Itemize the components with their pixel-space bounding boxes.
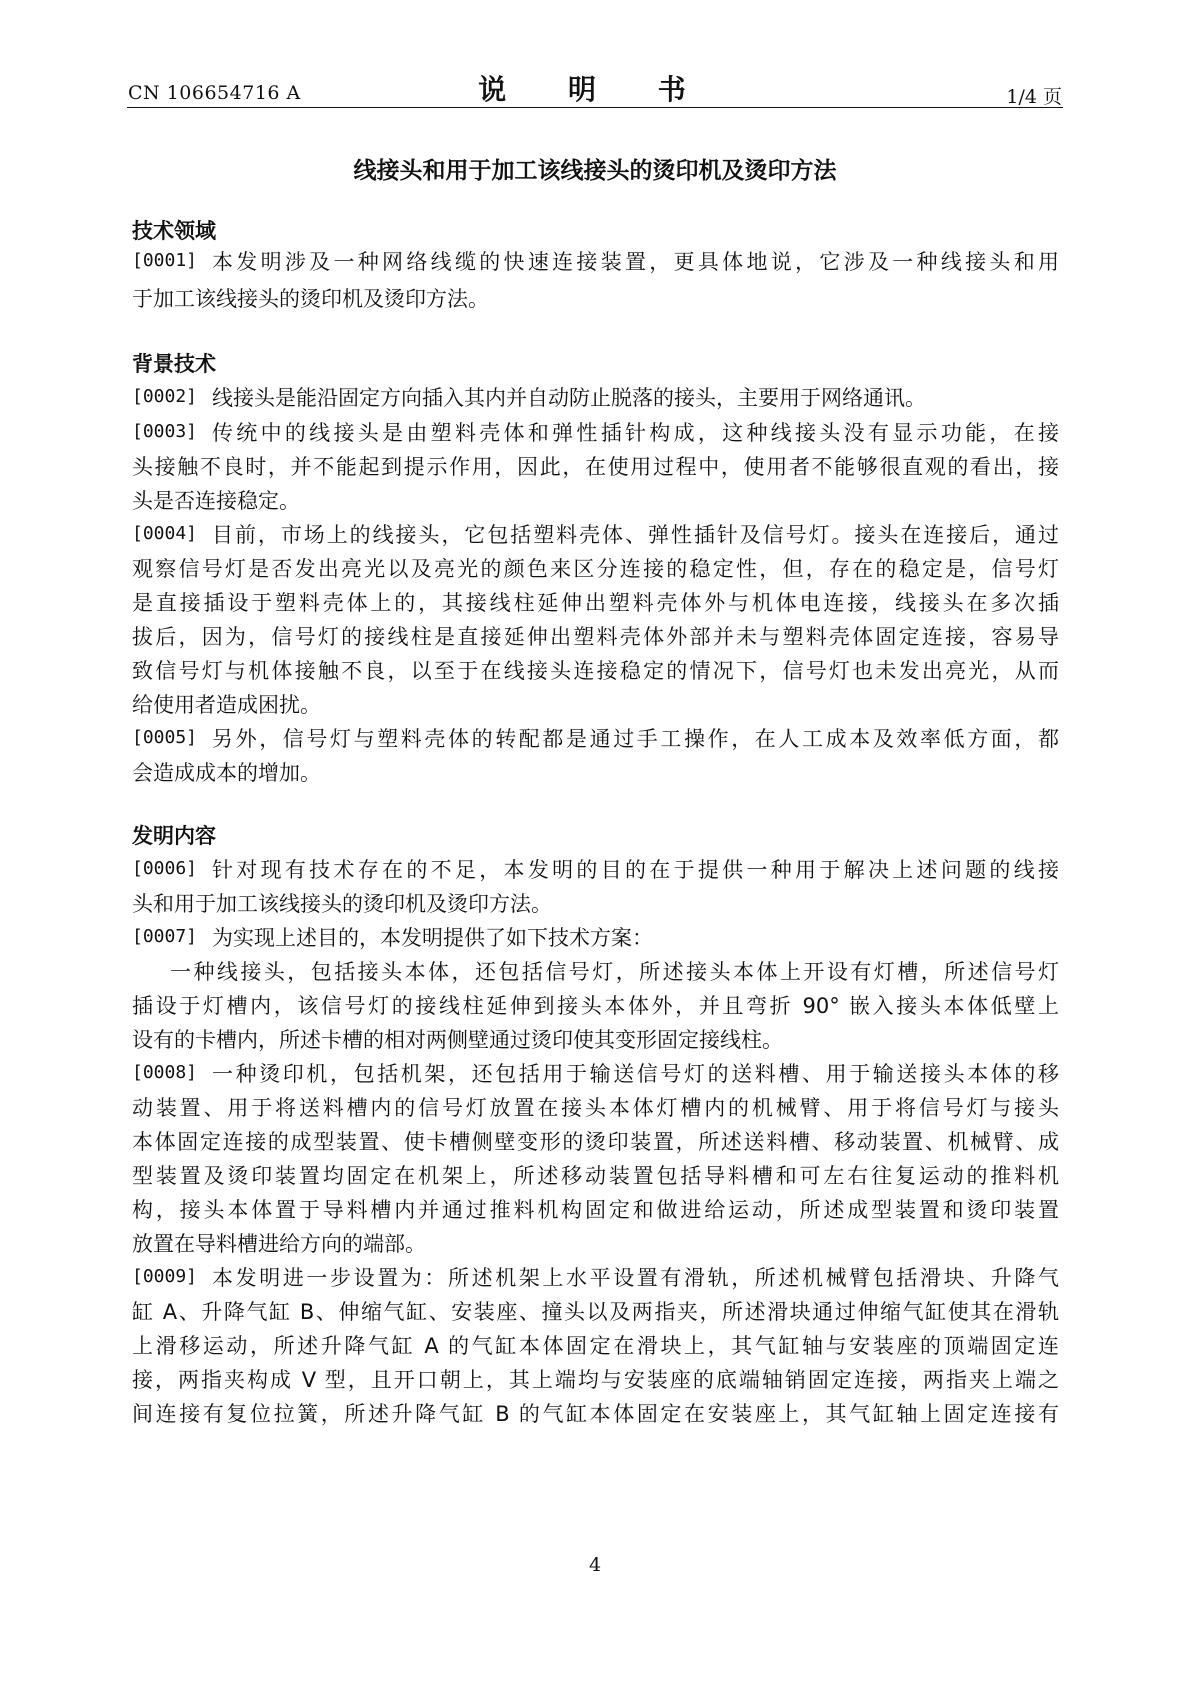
paragraph-number: [0003] [132,421,198,442]
document-number: CN 106654716 A [128,82,301,104]
paragraph-line: 拔后，因为，信号灯的接线柱是直接延伸出塑料壳体外部并未与塑料壳体固定连接，容易导 [132,625,1059,649]
paragraph-line: 动装置、用于将送料槽内的信号灯放置在接头本体灯槽内的机械臂、用于将信号灯与接头 [132,1096,1059,1120]
paragraph-line: 目前，市场上的线接头，它包括塑料壳体、弹性插针及信号灯。接头在连接后，通过 [212,523,1059,547]
paragraph-number: [0001] [132,250,198,271]
paragraph-line: 针对现有技术存在的不足，本发明的目的在于提供一种用于解决上述问题的线接 [212,858,1059,882]
paragraph-line: 接，两指夹构成 V 型，且开口朝上，其上端均与安装座的底端轴销固定连接，两指夹上端之 [132,1368,1059,1392]
paragraph-line: 放置在导料槽进给方向的端部。 [132,1232,426,1256]
paragraph-line: 构，接头本体置于导料槽内并通过推料机构固定和做进给运动，所述成型装置和烫印装置 [132,1198,1059,1222]
paragraph-line: 间连接有复位拉簧，所述升降气缸 B 的气缸本体固定在安装座上，其气缸轴上固定连接有 [132,1402,1059,1426]
paragraph-line: 插设于灯槽内，该信号灯的接线柱延伸到接头本体外，并且弯折 90° 嵌入接头本体低壁上 [132,994,1059,1018]
paragraph-number: [0004] [132,523,198,544]
paragraph-line: 本发明涉及一种网络线缆的快速连接装置，更具体地说，它涉及一种线接头和用 [212,250,1059,274]
paragraph-line: 给使用者造成困扰。 [132,693,321,717]
paragraph-line: 缸 A、升降气缸 B、伸缩气缸、安装座、撞头以及两指夹，所述滑块通过伸缩气缸使其在滑轨 [132,1300,1059,1324]
section-heading-summary: 发明内容 [132,824,216,848]
paragraph-line: 观察信号灯是否发出亮光以及亮光的颜色来区分连接的稳定性，但，存在的稳定是，信号灯 [132,557,1059,581]
paragraph-number: [0009] [132,1266,198,1287]
paragraph-line: 致信号灯与机体接触不良，以至于在线接头连接稳定的情况下，信号灯也未发出亮光，从而 [132,659,1059,683]
paragraph-line: 另外，信号灯与塑料壳体的转配都是通过手工操作，在人工成本及效率低方面，都 [212,727,1059,751]
paragraph-line: 头是否连接稳定。 [132,489,300,513]
paragraph-line: 设有的卡槽内，所述卡槽的相对两侧壁通过烫印使其变形固定接线柱。 [132,1028,783,1052]
document-title: 线接头和用于加工该线接头的烫印机及烫印方法 [353,158,837,184]
paragraph-line: 型装置及烫印装置均固定在机架上，所述移动装置包括导料槽和可左右往复运动的推料机 [132,1164,1059,1188]
paragraph-line: 会造成成本的增加。 [132,761,321,785]
paragraph-line: 一种线接头，包括接头本体，还包括信号灯，所述接头本体上开设有灯槽，所述信号灯 [170,960,1059,984]
paragraph-line: 头接触不良时，并不能起到提示作用，因此，在使用过程中，使用者不能够很直观的看出，接 [132,455,1059,479]
section-heading-tech-field: 技术领域 [132,219,216,243]
paragraph-number: [0006] [132,858,198,879]
paragraph-number: [0008] [132,1062,198,1083]
header-rule [127,107,1063,108]
paragraph-number: [0007] [132,926,198,947]
paragraph-line: 线接头是能沿固定方向插入其内并自动防止脱落的接头，主要用于网络通讯。 [212,386,926,410]
paragraph-line: 上滑移运动，所述升降气缸 A 的气缸本体固定在滑块上，其气缸轴与安装座的顶端固定连 [132,1334,1059,1358]
paragraph-number: [0002] [132,386,198,407]
paragraph-line: 是直接插设于塑料壳体上的，其接线柱延伸出塑料壳体外与机体电连接，线接头在多次插 [132,591,1059,615]
document-type: 说 明 书 [478,73,712,106]
page-indicator: 1/4 页 [1006,86,1062,108]
paragraph-line: 头和用于加工该线接头的烫印机及烫印方法。 [132,892,552,916]
paragraph-line: 本发明进一步设置为：所述机架上水平设置有滑轨，所述机械臂包括滑块、升降气 [212,1266,1059,1290]
paragraph-line: 为实现上述目的，本发明提供了如下技术方案： [212,926,653,950]
page-number: 4 [588,1554,602,1576]
paragraph-line: 传统中的线接头是由塑料壳体和弹性插针构成，这种线接头没有显示功能，在接 [212,421,1059,445]
paragraph-line: 于加工该线接头的烫印机及烫印方法。 [132,287,489,311]
section-heading-background: 背景技术 [132,352,216,376]
paragraph-line: 一种烫印机，包括机架，还包括用于输送信号灯的送料槽、用于输送接头本体的移 [212,1062,1059,1086]
paragraph-number: [0005] [132,727,198,748]
paragraph-line: 本体固定连接的成型装置、使卡槽侧壁变形的烫印装置，所述送料槽、移动装置、机械臂、成 [132,1130,1059,1154]
